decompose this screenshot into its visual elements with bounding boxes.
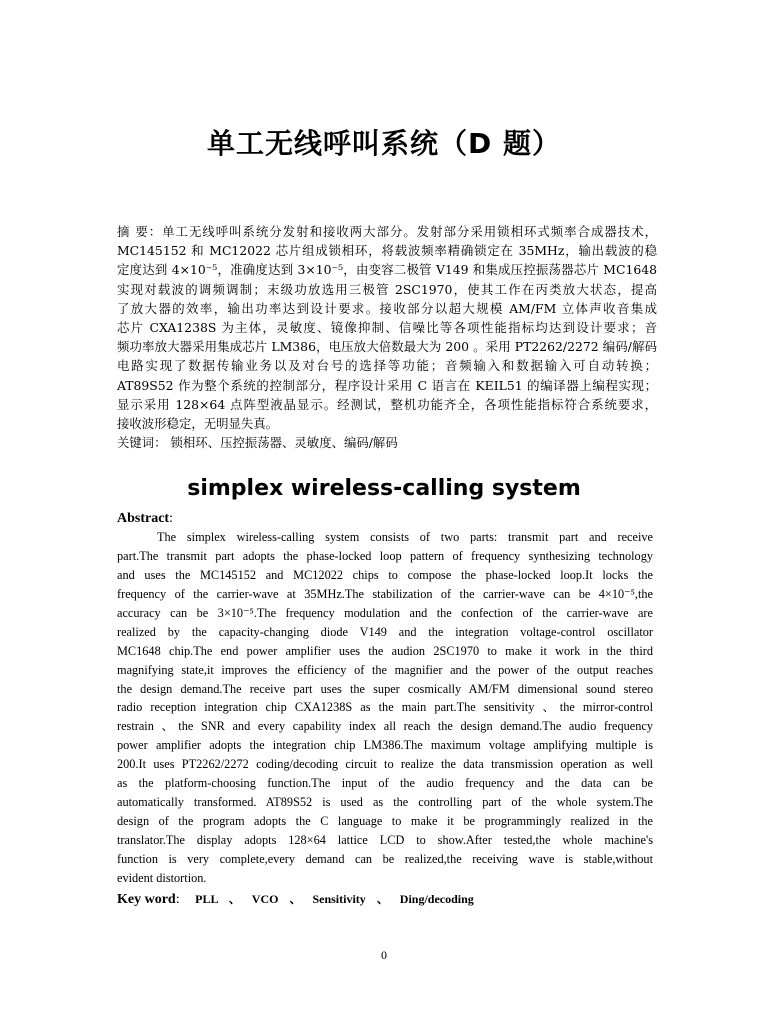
english-abstract-line: MC1648 chip.The end power amplifier uses the audion 2SC1970 to make it work in the third	[117, 643, 653, 658]
chinese-abstract-line: 频功率放大器采用集成芯片 LM386，电压放大倍数最大为 200 。采用 PT2262/2272 编码/解码	[117, 339, 657, 355]
abstract-heading	[117, 511, 173, 527]
english-abstract-line: design of the program adopts the C language to make it be programmingly realized in the	[117, 814, 653, 829]
english-abstract-line: frequency of the carrier-wave at 35MHz.The stabilization of the carrier-wave can be 4×10⁻⁵,the	[117, 586, 653, 601]
chinese-keywords: 关键词： 锁相环、压控振荡器、灵敏度、编码/解码	[117, 435, 398, 451]
keyword-colon: :	[175, 892, 180, 907]
english-abstract-line: accuracy can be 3×10⁻⁵.The frequency modulation and the confection of the carrier-wave are	[117, 605, 653, 620]
english-abstract-line: magnifying state,it improves the efficiency of the magnifier and the power of the output reaches	[117, 662, 653, 677]
page-number: 0	[381, 948, 387, 962]
chinese-title: 单工无线呼叫系统（D 题）	[207, 127, 561, 160]
english-abstract-line: 200.It uses PT2262/2272 coding/decoding circuit to realize the data transmission operation as well	[117, 757, 653, 772]
english-abstract-line: restrain 、the SNR and every capability index all reach the design demand.The audio frequency	[117, 719, 653, 734]
english-abstract-line: the design demand.The receive part uses the super cosmically AM/FM dimensional sound stereo	[117, 681, 653, 696]
english-abstract-line: radio reception integration chip CXA1238S as the main part.The sensitivity 、the mirror-control	[117, 700, 653, 715]
chinese-abstract-line: 摘 要：单工无线呼叫系统分发射和接收两大部分。发射部分采用锁相环式频率合成器技术，	[117, 224, 657, 239]
chinese-abstract-line: AT89S52 作为整个系统的控制部分，程序设计采用 C 语言在 KEIL51 的编译器上编程实现；	[117, 377, 657, 393]
english-abstract	[117, 528, 653, 888]
english-abstract-line: automatically transformed. AT89S52 is used as the controlling part of the whole system.The	[117, 795, 653, 810]
chinese-abstract-line: 了放大器的效率，输出功率达到设计要求。接收部分以超大规模 AM/FM 立体声收音集成	[117, 300, 657, 316]
keyword-items: PLL 、 VCO 、 Sensitivity 、 Ding/decoding	[195, 892, 474, 906]
english-abstract-line: and uses the MC145152 and MC12022 chips to compose the phase-locked loop.It locks the	[117, 567, 653, 582]
chinese-abstract-line: 电路实现了数据传输业务以及对台号的选择等功能；音频输入和数据输入可自动转换；	[117, 358, 657, 374]
chinese-abstract-line: 芯片 CXA1238S 为主体，灵敏度、镜像抑制、信噪比等各项性能指标均达到设计要求；音	[117, 319, 657, 335]
abstract-colon: :	[169, 511, 173, 526]
english-abstract-line: function is very complete,every demand can be realized,the receiving wave is stable,without	[117, 851, 653, 866]
english-abstract-line: evident distortion.	[117, 870, 207, 885]
chinese-abstract	[117, 222, 657, 452]
english-abstract-line: realized by the capacity-changing diode V149 and the integration voltage-control oscillator	[117, 624, 653, 639]
english-abstract-line: power amplifier adopts the integration chip LM386.The maximum voltage amplifying multiple is	[117, 738, 653, 753]
english-abstract-line: part.The transmit part adopts the phase-locked loop pattern of frequency synthesizing technology	[117, 548, 653, 563]
english-abstract-line: as the platform-choosing function.The input of the audio frequency and the data can be	[117, 776, 653, 791]
chinese-abstract-line: MC145152 和 MC12022 芯片组成锁相环，将载波频率精确锁定在 35MHz，输出载波的稳	[117, 243, 657, 259]
english-abstract-line: translator.The display adopts 128×64 lattice LCD to show.After tested,the whole machine's	[117, 833, 653, 847]
chinese-abstract-line: 定度达到 4×10⁻⁵，准确度达到 3×10⁻⁵，由变容二极管 V149 和集成压控振荡器芯片 MC1648	[117, 262, 657, 278]
english-keywords	[117, 890, 474, 908]
english-title: simplex wireless-calling system	[187, 476, 581, 501]
chinese-abstract-line: 显示采用 128×64 点阵型液晶显示。经测试，整机功能齐全，各项性能指标符合系统要求，	[117, 396, 657, 412]
abstract-label: Abstract	[117, 511, 170, 526]
english-abstract-line: The simplex wireless-calling system consists of two parts: transmit part and receive	[157, 530, 653, 544]
keyword-label: Key word	[117, 892, 176, 907]
chinese-abstract-line: 接收波形稳定，无明显失真。	[117, 415, 279, 431]
chinese-abstract-line: 实现对载波的调频调制；末级功放选用三极管 2SC1970，使其工作在丙类放大状态，提高	[117, 281, 657, 297]
